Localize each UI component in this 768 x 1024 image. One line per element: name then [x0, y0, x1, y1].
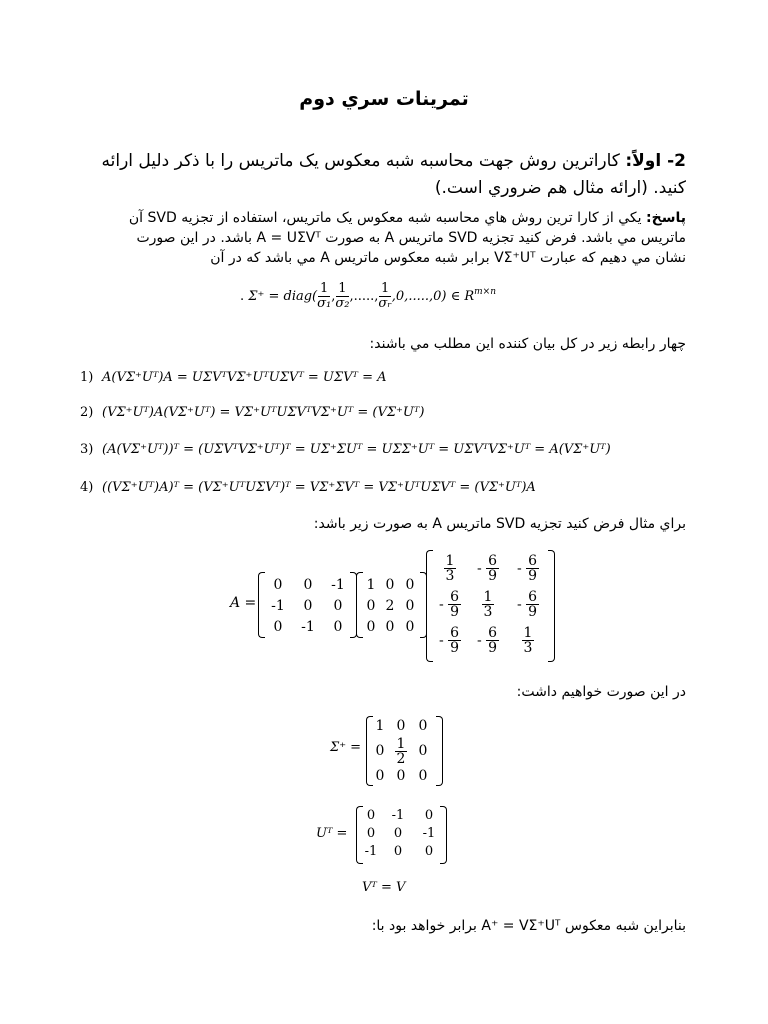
sigma-frac-1: $\frac{1}{\text{σ₁}}$: [317, 281, 332, 311]
answer-line-2: ماتريس مي باشد. فرض كنيد تجزيه SVD ماتريس A به صورت A = UΣVᵀ باشد. در اين صورت: [136, 230, 686, 246]
example-intro: براي مثال فرض كنيد تجزيه SVD ماتريس A به صورت زير باشد:: [313, 516, 686, 532]
sigma-plus-definition: . Σ⁺ = diag( $\frac{1}{\text{σ₁}}$ , $\frac{1}{\text{σ₂}}$ ,....., $\frac{1}{\text{σᵣ}}$ ,0,.....,0) ∈ $R^{m\times n}$: [240, 281, 497, 311]
matrix-vt: $\frac{1}{3}$ - $\frac{6}{9}$ - $\frac{6}{9}$ - $\frac{6}{9}$ $\frac{1}{3}$ - $\frac{6}{9}$ - $\frac{6}{9}$ - $\frac{6}{9}$ $\frac{1}{3}$: [438, 552, 538, 656]
sigma-def-sup: m×n: [474, 287, 497, 297]
then-text: در اين صورت خواهيم داشت:: [516, 684, 686, 700]
matrix-sigma-plus: 1 0 0 0 $\frac{1}{2}$ 0 0 0 0: [375, 718, 428, 784]
answer-line-3: نشان مي دهيم كه عبارت VΣ⁺Uᵀ برابر شبه معكوس ماتريس A مي باشد كه در آن: [210, 250, 686, 266]
matrix-a-lhs: A =: [230, 595, 257, 611]
v-transpose-equation: Vᵀ = V: [362, 880, 406, 895]
question-text: كاراترين روش جهت محاسبه شبه معكوس يک ماتريس را با ذكر دليل ارائه كنيد. (ارائه مثال هم ضروري است.): [101, 151, 686, 198]
question-number: 2-: [667, 151, 686, 171]
sigma-def-tail: ,0,.....,0) ∈ R: [391, 289, 475, 304]
sigma-plus-bracket-right: [436, 716, 443, 786]
conclusion-text: بنابراين شبه معكوس A⁺ = VΣ⁺Uᵀ برابر خواهد بود با:: [371, 918, 686, 934]
sigma-frac-2: $\frac{1}{\text{σ₂}}$: [335, 281, 350, 311]
matrix-u-transpose: 0 -1 0 0 0 -1 -1 0 0: [364, 807, 436, 859]
equation-4: 4) ((VΣ⁺Uᵀ)A)ᵀ = (VΣ⁺UᵀUΣVᵀ)ᵀ = VΣ⁺ΣVᵀ = VΣ⁺UᵀUΣVᵀ = (VΣ⁺Uᵀ)A: [80, 480, 536, 495]
ut-bracket-right: [440, 806, 447, 864]
page-title: تمرينات سري دوم: [299, 88, 469, 110]
equation-3: 3) (A(VΣ⁺Uᵀ))ᵀ = (UΣVᵀVΣ⁺Uᵀ)ᵀ = UΣ⁺ΣUᵀ = UΣΣ⁺Uᵀ = UΣVᵀVΣ⁺Uᵀ = A(VΣ⁺Uᵀ): [80, 442, 611, 457]
equation-2: 2) (VΣ⁺Uᵀ)A(VΣ⁺Uᵀ) = VΣ⁺UᵀUΣVᵀVΣ⁺Uᵀ = (VΣ⁺Uᵀ): [80, 405, 425, 420]
matrix-sigma: 1 0 0 0 2 0 0 0 0: [366, 576, 415, 635]
question-label: اولاً:: [625, 151, 662, 171]
sigma-def-sep: ,.....,: [349, 289, 379, 304]
sigma-def-dot: .: [240, 289, 245, 304]
answer-paragraph: [46, 208, 686, 268]
relations-intro: چهار رابطه زير در كل بيان كننده اين مطلب مي باشند:: [369, 336, 686, 352]
vt-bracket-right: [548, 550, 555, 662]
answer-line-1: يكي از كارا ترين روش هاي محاسبه شبه معكوس يک ماتريس، استفاده از تجزيه SVD آن: [128, 210, 642, 226]
sigma-def-lhs: Σ⁺ = diag(: [248, 289, 318, 304]
matrix-u: 0 0 -1 -1 0 0 0 -1 0: [271, 576, 345, 635]
question-block: [86, 148, 686, 202]
sigma-plus-lhs: Σ⁺ =: [330, 740, 362, 755]
answer-label: پاسخ:: [646, 210, 686, 226]
equation-1: 1) A(VΣ⁺Uᵀ)A = UΣVᵀVΣ⁺UᵀUΣVᵀ = UΣVᵀ = A: [80, 370, 387, 385]
u-transpose-lhs: Uᵀ =: [316, 826, 348, 841]
sigma-frac-r: $\frac{1}{\text{σᵣ}}$: [378, 281, 392, 311]
